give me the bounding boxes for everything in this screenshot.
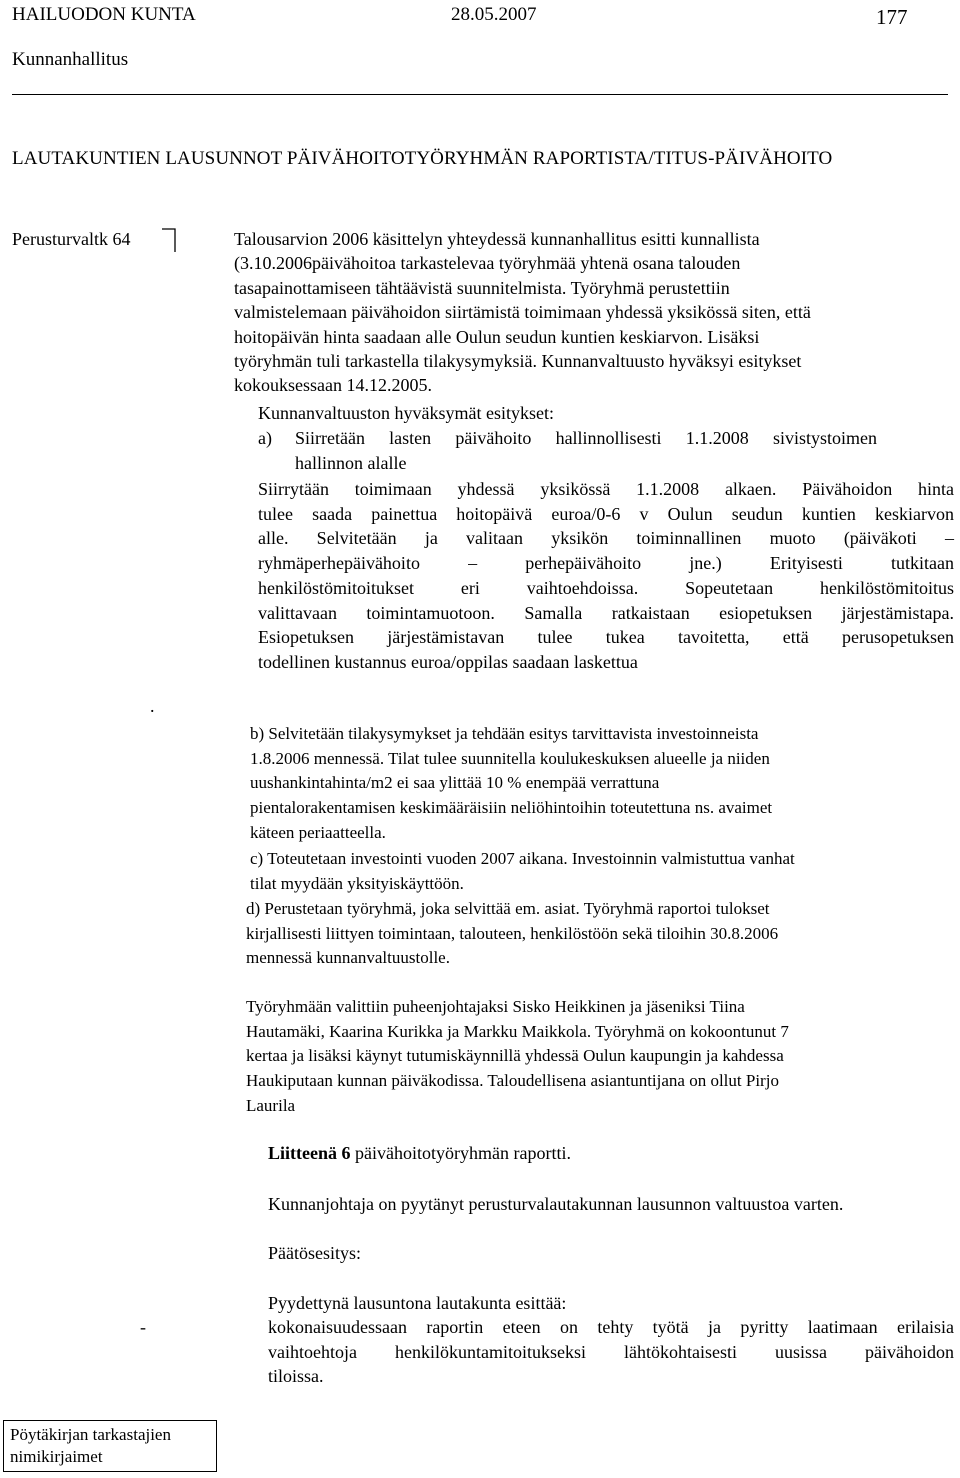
item-a-cont-line: todellinen kustannus euroa/oppilas saadaan laskettua — [258, 651, 638, 672]
item-d-line: kirjallisesti liittyen toimintaan, talouteen, henkilöstöön sekä tiloihin 30.8.2006 — [246, 923, 779, 943]
meeting-date: 28.05.2007 — [451, 4, 537, 25]
item-a-cont-line: alle. Selvitetään ja valitaan yksikön toiminnallinen muoto (päiväkoti – — [258, 528, 954, 549]
item-b-line: käteen periaatteella. — [250, 822, 386, 842]
statement-dash: - — [140, 1317, 146, 1337]
margin-dot: . — [150, 696, 155, 716]
item-a-cont-line: Esiopetuksen järjestämistavan tulee tukea tavoitetta, että perusopetuksen — [258, 627, 954, 648]
item-b-line: 1.8.2006 mennessä. Tilat tulee suunnitella koulukeskuksen alueelle ja niiden — [250, 748, 770, 768]
proposal-label: Päätösesitys: — [268, 1243, 361, 1263]
statement-line: kokonaisuudessaan raportin eteen on tehty työtä ja pyritty laatimaan erilaisia — [268, 1317, 954, 1337]
request-text: Kunnanjohtaja on pyytänyt perusturvalautakunnan lausunnon valtuustoa varten. — [268, 1194, 844, 1214]
item-a-cont-line: henkilöstömitoitukset eri vaihtoehdoissa. Sopeutetaan henkilöstömitoitus — [258, 577, 954, 598]
item-d-line: mennessä kunnanvaltuustolle. — [246, 948, 450, 968]
item-c-line: tilat myydään yksityiskäyttöön. — [250, 873, 464, 893]
intro-line: Talousarvion 2006 käsittelyn yhteydessä kunnanhallitus esitti kunnallista — [234, 229, 760, 249]
item-a-cont-line: Siirrytään toimimaan yhdessä yksikössä 1.1.2008 alkaen. Päivähoidon hinta — [258, 479, 954, 499]
item-b-line: b) Selvitetään tilakysymykset ja tehdään esitys tarvittavista investoinneista — [250, 724, 759, 743]
municipality-name: HAILUODON KUNTA — [12, 4, 196, 25]
item-c-line: c) Toteutetaan investointi vuoden 2007 aikana. Investoinnin valmistuttua vanhat — [250, 849, 795, 868]
attachment-label: Liitteenä 6 — [268, 1143, 351, 1163]
item-d-line: d) Perustetaan työryhmä, joka selvittää em. asiat. Työryhmä raportoi tulokset — [246, 899, 770, 918]
item-a-line: hallinnon alalle — [295, 453, 407, 473]
item-a-cont-line: tulee saada painettua hoitopäivä euroa/0-6 v Oulun seudun kuntien keskiarvon — [258, 503, 954, 524]
attachment-text: päivähoitotyöryhmän raportti. — [350, 1143, 571, 1163]
footer-line: Pöytäkirjan tarkastajien — [10, 1425, 171, 1444]
footer-signature-box — [3, 1420, 217, 1472]
item-a-cont-line: ryhmäperhepäivähoito – perhepäivähoito jne.) Erityisesti tutkitaan — [258, 553, 954, 574]
item-b-line: uushankintahinta/m2 ei saa ylittää 10 % enempää verrattuna — [250, 773, 660, 793]
intro-line: kokouksessaan 14.12.2005. — [234, 375, 432, 396]
intro-line: valmistelemaan päivähoidon siirtämistä toimimaan yhdessä yksikössä siten, että — [234, 302, 811, 323]
document-title: LAUTAKUNTIEN LAUSUNNOT PÄIVÄHOITOTYÖRYHMÄN RAPORTISTA/TITUS-PÄIVÄHOITO — [12, 148, 833, 169]
item-a-marker: a) — [258, 428, 272, 448]
statement-line: tiloissa. — [268, 1366, 324, 1387]
attachment-line — [268, 1142, 571, 1164]
group-line: Hautamäki, Kaarina Kurikka ja Markku Maikkola. Työryhmä on kokoontunut 7 — [246, 1021, 789, 1041]
intro-line: tasapainottamiseen tähtäävistä suunnitelmista. Työryhmä perustettiin — [234, 277, 730, 298]
group-line: Laurila — [246, 1095, 296, 1115]
intro-line: työryhmän tuli tarkastella tilakysymyksiä. Kunnanvaltuusto hyväksyi esitykset — [234, 351, 802, 371]
intro-line: (3.10.2006päivähoitoa tarkastelevaa työryhmää yhtenä osana talouden — [234, 253, 741, 274]
page-number: 177 — [876, 5, 908, 29]
group-line: Työryhmään valittiin puheenjohtajaksi Sisko Heikkinen ja jäseniksi Tiina — [246, 997, 745, 1016]
statement-intro: Pyydettynä lausuntona lautakunta esittää: — [268, 1293, 567, 1313]
group-line: Haukiputaan kunnan päiväkodissa. Taloudellisena asiantuntijana on ollut Pirjo — [246, 1071, 779, 1091]
footer-line: nimikirjaimet — [10, 1447, 103, 1466]
item-a-line: Siirretään lasten päivähoito hallinnollisesti 1.1.2008 sivistystoimen — [295, 428, 877, 448]
statement-line: vaihtoehtoja henkilökuntamitoitukseksi lähtökohtaisesti uusissa päivähoidon — [268, 1341, 954, 1362]
item-a-cont-line: valittavaan toimintamuotoon. Samalla ratkaistaan esiopetuksen järjestämistapa. — [258, 602, 954, 623]
intro-line: hoitopäivän hinta saadaan alle Oulun seudun kuntien keskiarvon. Lisäksi — [234, 326, 760, 347]
proposals-heading: Kunnanvaltuuston hyväksymät esitykset: — [258, 403, 554, 423]
bracket-icon — [160, 228, 178, 254]
item-b-line: pientalorakentamisen keskimääräisiin neliöhintoihin toteutettuna ns. avaimet — [250, 798, 773, 818]
governing-body: Kunnanhallitus — [12, 49, 129, 70]
group-line: kertaa ja lisäksi käynyt tutumiskäynnillä yhdessä Oulun kaupungin ja kahdessa — [246, 1046, 784, 1066]
section-label: Perusturvaltk 64 — [12, 229, 131, 249]
header-rule — [12, 94, 948, 95]
